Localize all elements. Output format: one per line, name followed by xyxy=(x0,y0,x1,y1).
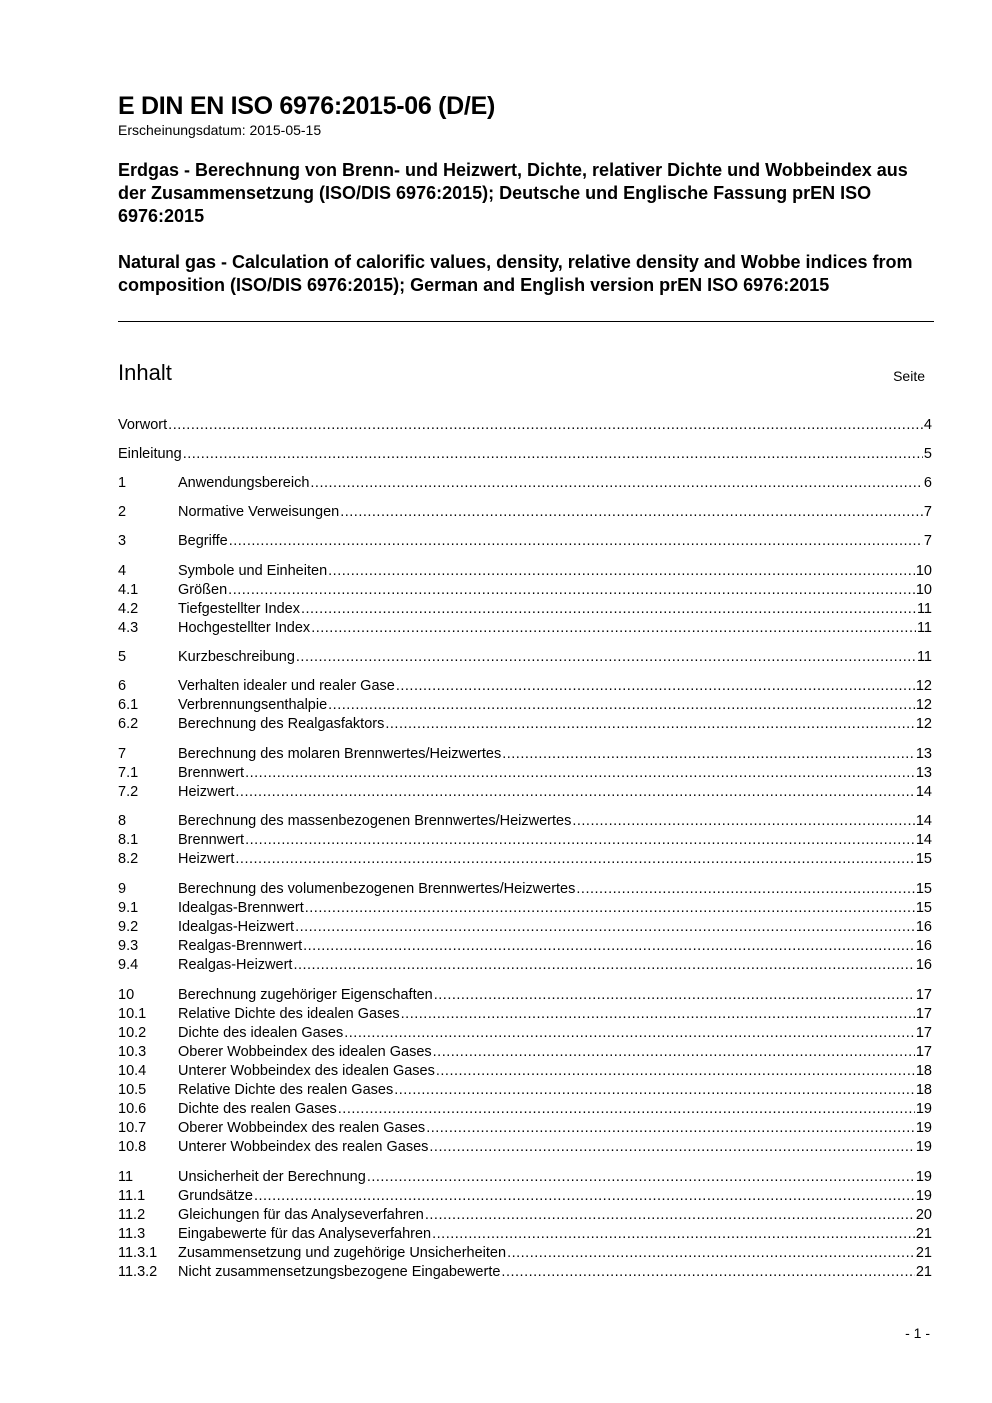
toc-entry-page: 21 xyxy=(915,1245,932,1261)
toc-entry-page: 21 xyxy=(915,1226,932,1242)
toc-entry-page: 12 xyxy=(915,716,932,732)
toc-entry-page: 19 xyxy=(915,1169,932,1185)
toc-entry-title: Grundsätze xyxy=(178,1188,253,1204)
toc-dot-leader xyxy=(245,831,915,850)
toc-entry[interactable] xyxy=(118,918,932,937)
toc-entry-title: Tiefgestellter Index xyxy=(178,601,300,617)
toc-entry-page: 11 xyxy=(916,620,932,636)
toc-dot-leader xyxy=(183,445,923,464)
toc-entry-number: 11.1 xyxy=(118,1188,146,1204)
toc-entry-number: 4.3 xyxy=(118,620,139,636)
publication-date: Erscheinungsdatum: 2015-05-15 xyxy=(118,122,322,138)
toc-dot-leader xyxy=(502,745,915,764)
toc-entry-number: 11.3 xyxy=(118,1226,146,1242)
toc-entry-page: 5 xyxy=(923,446,932,462)
toc-entry[interactable] xyxy=(118,764,932,783)
toc-entry-number: 4.2 xyxy=(118,601,139,617)
toc-entry-page: 14 xyxy=(915,784,932,800)
toc-entry[interactable] xyxy=(118,1062,932,1081)
toc-dot-leader xyxy=(338,1100,915,1119)
toc-entry[interactable] xyxy=(118,937,932,956)
toc-entry[interactable] xyxy=(118,648,932,667)
toc-entry-page: 15 xyxy=(915,881,932,897)
document-title: E DIN EN ISO 6976:2015-06 (D/E) xyxy=(118,92,495,120)
toc-entry[interactable] xyxy=(118,1168,932,1187)
toc-entry-title: Heizwert xyxy=(178,784,235,800)
toc-entry-number: 10.2 xyxy=(118,1025,147,1041)
toc-dot-leader xyxy=(235,850,914,869)
toc-entry-number: 5 xyxy=(118,649,127,665)
toc-dot-leader xyxy=(310,474,923,493)
toc-entry[interactable] xyxy=(118,956,932,975)
toc-entry-title: Berechnung des molaren Brennwertes/Heizwertes xyxy=(178,746,502,762)
toc-dot-leader xyxy=(434,986,915,1005)
toc-entry[interactable] xyxy=(118,1024,932,1043)
toc-entry-title: Heizwert xyxy=(178,851,235,867)
toc-entry-page: 7 xyxy=(923,504,932,520)
toc-dot-leader xyxy=(576,880,914,899)
toc-entry-title: Verhalten idealer und realer Gase xyxy=(178,678,395,694)
toc-entry-page: 10 xyxy=(915,563,932,579)
toc-entry[interactable] xyxy=(118,445,932,464)
toc-entry-title: Dichte des idealen Gases xyxy=(178,1025,344,1041)
toc-entry-page: 15 xyxy=(915,900,932,916)
toc-dot-leader xyxy=(401,1005,915,1024)
toc-dot-leader xyxy=(340,503,923,522)
toc-entry-number: 10.6 xyxy=(118,1101,147,1117)
toc-entry-number: 9 xyxy=(118,881,127,897)
toc-dot-leader xyxy=(426,1119,915,1138)
toc-entry-title: Berechnung des volumenbezogenen Brennwertes/Heizwertes xyxy=(178,881,576,897)
toc-entry[interactable] xyxy=(118,715,932,734)
toc-entry[interactable] xyxy=(118,677,932,696)
toc-dot-leader xyxy=(228,581,915,600)
toc-entry[interactable] xyxy=(118,831,932,850)
toc-entry-page: 4 xyxy=(923,417,932,433)
toc-entry-page: 19 xyxy=(915,1101,932,1117)
toc-dot-leader xyxy=(295,918,915,937)
toc-entry[interactable] xyxy=(118,696,932,715)
toc-entry-title: Eingabewerte für das Analyseverfahren xyxy=(178,1226,432,1242)
toc-dot-leader xyxy=(344,1024,915,1043)
footer-page-number: - 1 - xyxy=(905,1325,930,1341)
toc-entry-number: 11.3.2 xyxy=(118,1264,158,1280)
toc-entry[interactable] xyxy=(118,1206,932,1225)
toc-entry[interactable] xyxy=(118,600,932,619)
toc-entry-title: Symbole und Einheiten xyxy=(178,563,328,579)
toc-entry[interactable] xyxy=(118,745,932,764)
toc-entry-number: 10.3 xyxy=(118,1044,147,1060)
toc-entry-title: Normative Verweisungen xyxy=(178,504,340,520)
toc-entry-number: 9.1 xyxy=(118,900,139,916)
toc-dot-leader xyxy=(507,1244,915,1263)
toc-entry[interactable] xyxy=(118,1005,932,1024)
toc-entry[interactable] xyxy=(118,783,932,802)
toc-dot-leader xyxy=(168,416,923,435)
toc-entry-title: Unterer Wobbeindex des idealen Gases xyxy=(178,1063,435,1079)
toc-entry-page: 18 xyxy=(915,1082,932,1098)
toc-dot-leader xyxy=(328,696,915,715)
toc-entry[interactable] xyxy=(118,532,932,551)
toc-entry-number: 9.3 xyxy=(118,938,139,954)
toc-entry-page: 14 xyxy=(915,813,932,829)
toc-dot-leader xyxy=(293,956,914,975)
toc-dot-leader xyxy=(303,937,915,956)
toc-entry-number: 6.1 xyxy=(118,697,139,713)
toc-entry-title: Dichte des realen Gases xyxy=(178,1101,337,1117)
toc-entry[interactable] xyxy=(118,1187,932,1206)
toc-entry[interactable] xyxy=(118,1043,932,1062)
toc-dot-leader xyxy=(305,899,915,918)
toc-entry-number: 11.2 xyxy=(118,1207,146,1223)
toc-entry-page: 11 xyxy=(916,649,932,665)
toc-entry-title: Idealgas-Brennwert xyxy=(178,900,304,916)
toc-dot-leader xyxy=(572,812,915,831)
toc-entry[interactable] xyxy=(118,581,932,600)
toc-entry-number: 10.8 xyxy=(118,1139,147,1155)
toc-entry-page: 12 xyxy=(915,697,932,713)
toc-entry-number: 4.1 xyxy=(118,582,139,598)
toc-dot-leader xyxy=(433,1043,915,1062)
toc-entry-page: 7 xyxy=(923,533,932,549)
toc-entry[interactable] xyxy=(118,1119,932,1138)
toc-entry-number: 3 xyxy=(118,533,127,549)
toc-entry[interactable] xyxy=(118,812,932,831)
toc-page-label: Seite xyxy=(893,368,925,384)
toc-entry-title: Verbrennungsenthalpie xyxy=(178,697,328,713)
toc-entry-title: Kurzbeschreibung xyxy=(178,649,295,665)
toc-entry-number: 10.1 xyxy=(118,1006,147,1022)
toc-entry-page: 11 xyxy=(916,601,932,617)
toc-entry[interactable] xyxy=(118,562,932,581)
toc-entry[interactable] xyxy=(118,619,932,638)
toc-entry-page: 17 xyxy=(915,1025,932,1041)
toc-entry-title: Berechnung des massenbezogenen Brennwertes/Heizwertes xyxy=(178,813,572,829)
toc-entry-title: Zusammensetzung und zugehörige Unsicherheiten xyxy=(178,1245,507,1261)
toc-dot-leader xyxy=(385,715,915,734)
toc-entry[interactable] xyxy=(118,1100,932,1119)
toc-entry-page: 21 xyxy=(915,1264,932,1280)
toc-entry-page: 19 xyxy=(915,1120,932,1136)
toc-entry-page: 13 xyxy=(915,765,932,781)
toc-dot-leader xyxy=(328,562,915,581)
toc-heading: Inhalt xyxy=(118,360,172,385)
toc-entry-page: 15 xyxy=(915,851,932,867)
toc-entry-page: 16 xyxy=(915,957,932,973)
toc-entry-title: Hochgestellter Index xyxy=(178,620,311,636)
toc-entry[interactable] xyxy=(118,503,932,522)
toc-entry-title: Brennwert xyxy=(178,832,245,848)
toc-entry-number: 11 xyxy=(118,1169,134,1185)
toc-entry[interactable] xyxy=(118,899,932,918)
toc-entry-number: 7 xyxy=(118,746,127,762)
toc-entry-number: 8.1 xyxy=(118,832,139,848)
toc-entry[interactable] xyxy=(118,986,932,1005)
toc-entry-number: 10.5 xyxy=(118,1082,147,1098)
toc-entry-title: Anwendungsbereich xyxy=(178,475,310,491)
title-divider xyxy=(118,321,934,322)
toc-entry-page: 17 xyxy=(915,1006,932,1022)
toc-entry-page: 17 xyxy=(915,987,932,1003)
toc-entry-page: 20 xyxy=(915,1207,932,1223)
toc-entry-number: 10.7 xyxy=(118,1120,147,1136)
toc-entry-title: Einleitung xyxy=(118,446,182,462)
toc-entry-title: Nicht zusammensetzungsbezogene Eingabewerte xyxy=(178,1264,501,1280)
toc-entry-number: 8 xyxy=(118,813,127,829)
toc-entry-title: Berechnung des Realgasfaktors xyxy=(178,716,385,732)
toc-dot-leader xyxy=(436,1062,915,1081)
toc-entry-page: 16 xyxy=(915,919,932,935)
toc-entry-number: 7.2 xyxy=(118,784,139,800)
toc-entry-title: Berechnung zugehöriger Eigenschaften xyxy=(178,987,433,1003)
toc-dot-leader xyxy=(432,1225,915,1244)
toc-dot-leader xyxy=(235,783,914,802)
toc-entry-number: 8.2 xyxy=(118,851,139,867)
toc-entry-number: 11.3.1 xyxy=(118,1245,158,1261)
toc-entry-title: Realgas-Brennwert xyxy=(178,938,303,954)
toc-entry-title: Vorwort xyxy=(118,417,168,433)
toc-entry[interactable] xyxy=(118,474,932,493)
toc-entry-title: Relative Dichte des realen Gases xyxy=(178,1082,394,1098)
toc-entry[interactable] xyxy=(118,1081,932,1100)
toc-dot-leader xyxy=(394,1081,915,1100)
toc-dot-leader xyxy=(254,1187,915,1206)
toc-dot-leader xyxy=(245,764,915,783)
title-german: Erdgas - Berechnung von Brenn- und Heizwert, Dichte, relativer Dichte und Wobbeindex aus der Zusammensetzung (ISO/DIS 6976:2015); Deutsche und Englische Fassung prEN ISO 6976:2015 xyxy=(118,160,908,226)
toc-dot-leader xyxy=(429,1138,914,1157)
toc-dot-leader xyxy=(501,1263,914,1282)
toc-entry[interactable] xyxy=(118,880,932,899)
toc-dot-leader xyxy=(296,648,916,667)
toc-entry-page: 18 xyxy=(915,1063,932,1079)
toc-entry-title: Unterer Wobbeindex des realen Gases xyxy=(178,1139,429,1155)
toc-entry-number: 10.4 xyxy=(118,1063,147,1079)
toc-entry-number: 10 xyxy=(118,987,135,1003)
toc-entry-number: 6 xyxy=(118,678,127,694)
toc-entry-page: 13 xyxy=(915,746,932,762)
toc-entry[interactable] xyxy=(118,1244,932,1263)
toc-entry-title: Oberer Wobbeindex des realen Gases xyxy=(178,1120,426,1136)
toc-entry-title: Oberer Wobbeindex des idealen Gases xyxy=(178,1044,432,1060)
toc-entry-title: Gleichungen für das Analyseverfahren xyxy=(178,1207,424,1223)
title-english: Natural gas - Calculation of calorific values, density, relative density and Wobbe indices from composition (ISO/DIS 6976:2015); German and English version prEN ISO 6976:2015 xyxy=(118,252,913,295)
toc-entry-number: 1 xyxy=(118,475,127,491)
toc-entry-page: 14 xyxy=(915,832,932,848)
toc-entry-page: 19 xyxy=(915,1188,932,1204)
toc-entry[interactable] xyxy=(118,1263,932,1282)
toc-entry-title: Idealgas-Heizwert xyxy=(178,919,295,935)
toc-entry-title: Realgas-Heizwert xyxy=(178,957,293,973)
toc-entry-title: Größen xyxy=(178,582,228,598)
toc-entry-page: 6 xyxy=(923,475,932,491)
toc-dot-leader xyxy=(311,619,916,638)
toc-entry-title: Unsicherheit der Berechnung xyxy=(178,1169,366,1185)
toc-entry-page: 16 xyxy=(915,938,932,954)
toc-entry-number: 9.4 xyxy=(118,957,139,973)
toc-entry-title: Begriffe xyxy=(178,533,228,549)
toc-dot-leader xyxy=(396,677,915,696)
toc-entry-title: Brennwert xyxy=(178,765,245,781)
toc-entry-number: 9.2 xyxy=(118,919,139,935)
toc-entry-title: Relative Dichte des idealen Gases xyxy=(178,1006,400,1022)
toc-entry[interactable] xyxy=(118,1225,932,1244)
toc-entry-number: 6.2 xyxy=(118,716,139,732)
toc-dot-leader xyxy=(229,532,923,551)
toc-dot-leader xyxy=(367,1168,915,1187)
toc-dot-leader xyxy=(425,1206,915,1225)
toc-entry-page: 12 xyxy=(915,678,932,694)
toc-entry-number: 7.1 xyxy=(118,765,139,781)
toc-entry[interactable] xyxy=(118,416,932,435)
toc-entry[interactable] xyxy=(118,1138,932,1157)
toc-entry[interactable] xyxy=(118,850,932,869)
toc-entry-page: 17 xyxy=(915,1044,932,1060)
toc-entry-page: 10 xyxy=(915,582,932,598)
toc-entry-number: 4 xyxy=(118,563,127,579)
toc-dot-leader xyxy=(301,600,916,619)
toc-entry-page: 19 xyxy=(915,1139,932,1155)
toc-entry-number: 2 xyxy=(118,504,127,520)
